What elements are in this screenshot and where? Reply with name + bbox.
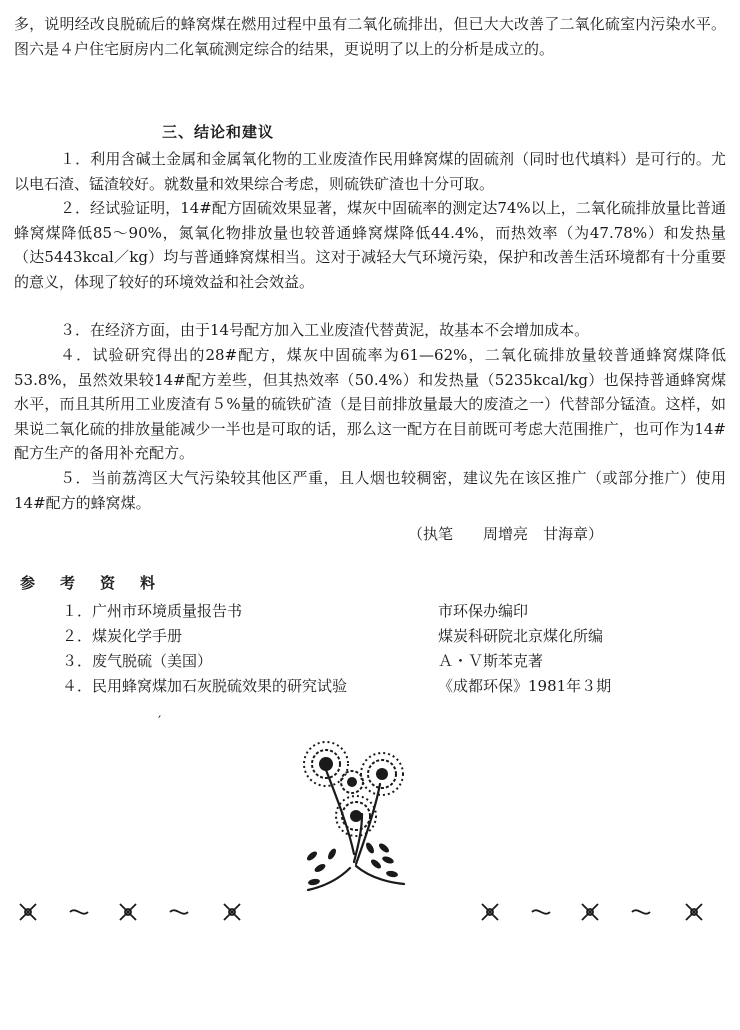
flower-illustration-icon: [292, 736, 442, 896]
reference-title: １．广州市环境质量报告书: [62, 602, 243, 620]
left-border-ornament-icon: [14, 900, 254, 924]
right-border-ornament-icon: [476, 900, 716, 924]
reference-item: [0, 600, 740, 624]
intro-paragraph: 多，说明经改良脱硫后的蜂窝煤在燃用过程中虽有二氧化硫排出，但已大大改善了二氧化硫室内污染水平。图六是４户住宅厨房内二化氧硫测定综合的结果，更说明了以上的分析是成立的。: [14, 15, 726, 58]
reference-item: [0, 675, 740, 699]
reference-source: 煤炭科研院北京煤化所编: [438, 627, 604, 645]
conclusion-item-5: ５．当前荔湾区大气污染较其他区严重，且人烟也较稠密，建议先在该区推广（或部分推广）使用14#配方的蜂窝煤。: [14, 469, 726, 512]
author-credit: （执笔 周增亮 甘海章）: [408, 525, 604, 543]
reference-title: ４．民用蜂窝煤加石灰脱硫效果的研究试验: [62, 677, 348, 695]
conclusion-item-2: ２．经试验证明，14#配方固硫效果显著，煤灰中固硫率的测定达74%以上，二氧化硫排放量比普通蜂窝煤降低85～90%，氮氧化物排放量也较普通蜂窝煤降低44.4%，而热效率（为47.78%）和发热量（达5443kcal／kg）均与普通蜂窝煤相当。这对于减轻大气环境污染，保护和改善生活环境都有十分重要的意义，体现了较好的环境效益和社会效益。: [14, 199, 726, 291]
reference-title: ３．废气脱硫（美国）: [62, 652, 213, 670]
reference-item: [0, 650, 740, 674]
conclusion-item-1: １．利用含碱土金属和金属氧化物的工业废渣作民用蜂窝煤的固硫剂（同时也代填料）是可行的。尤以电石渣、锰渣较好。就数量和效果综合考虑，则硫铁矿渣也十分可取。: [14, 150, 726, 193]
section-heading: 三、结论和建议: [162, 123, 275, 141]
reference-source: 市环保办编印: [438, 602, 529, 620]
conclusion-item-3: ３．在经济方面，由于14号配方加入工业废渣代替黄泥，故基本不会增加成本。: [60, 321, 590, 339]
reference-title: ２．煤炭化学手册: [62, 627, 183, 645]
conclusion-item-4: ４．试验研究得出的28#配方，煤灰中固硫率为61—62%，二氧化硫排放量较普通蜂窝煤降低53.8%，虽然效果较14#配方差些，但其热效率（50.4%）和发热量（5235kcal/kg）也保持普通蜂窝煤水平，而且其所用工业废渣有５%量的硫铁矿渣（是目前排放量最大的废渣之一）代替部分锰渣。这样，如果说二氧化硫的排放量能减少一半也是可取的话，那么这一配方在目前既可考虑大范围推广，也可作为14#配方生产的备用补充配方。: [14, 346, 726, 462]
stray-mark: ′: [158, 714, 162, 730]
reference-source: Ａ・Ｖ斯苯克著: [438, 652, 544, 670]
references-heading: 参考资料: [20, 574, 181, 592]
reference-source: 《成都环保》1981年３期: [438, 677, 612, 695]
reference-item: [0, 625, 740, 649]
